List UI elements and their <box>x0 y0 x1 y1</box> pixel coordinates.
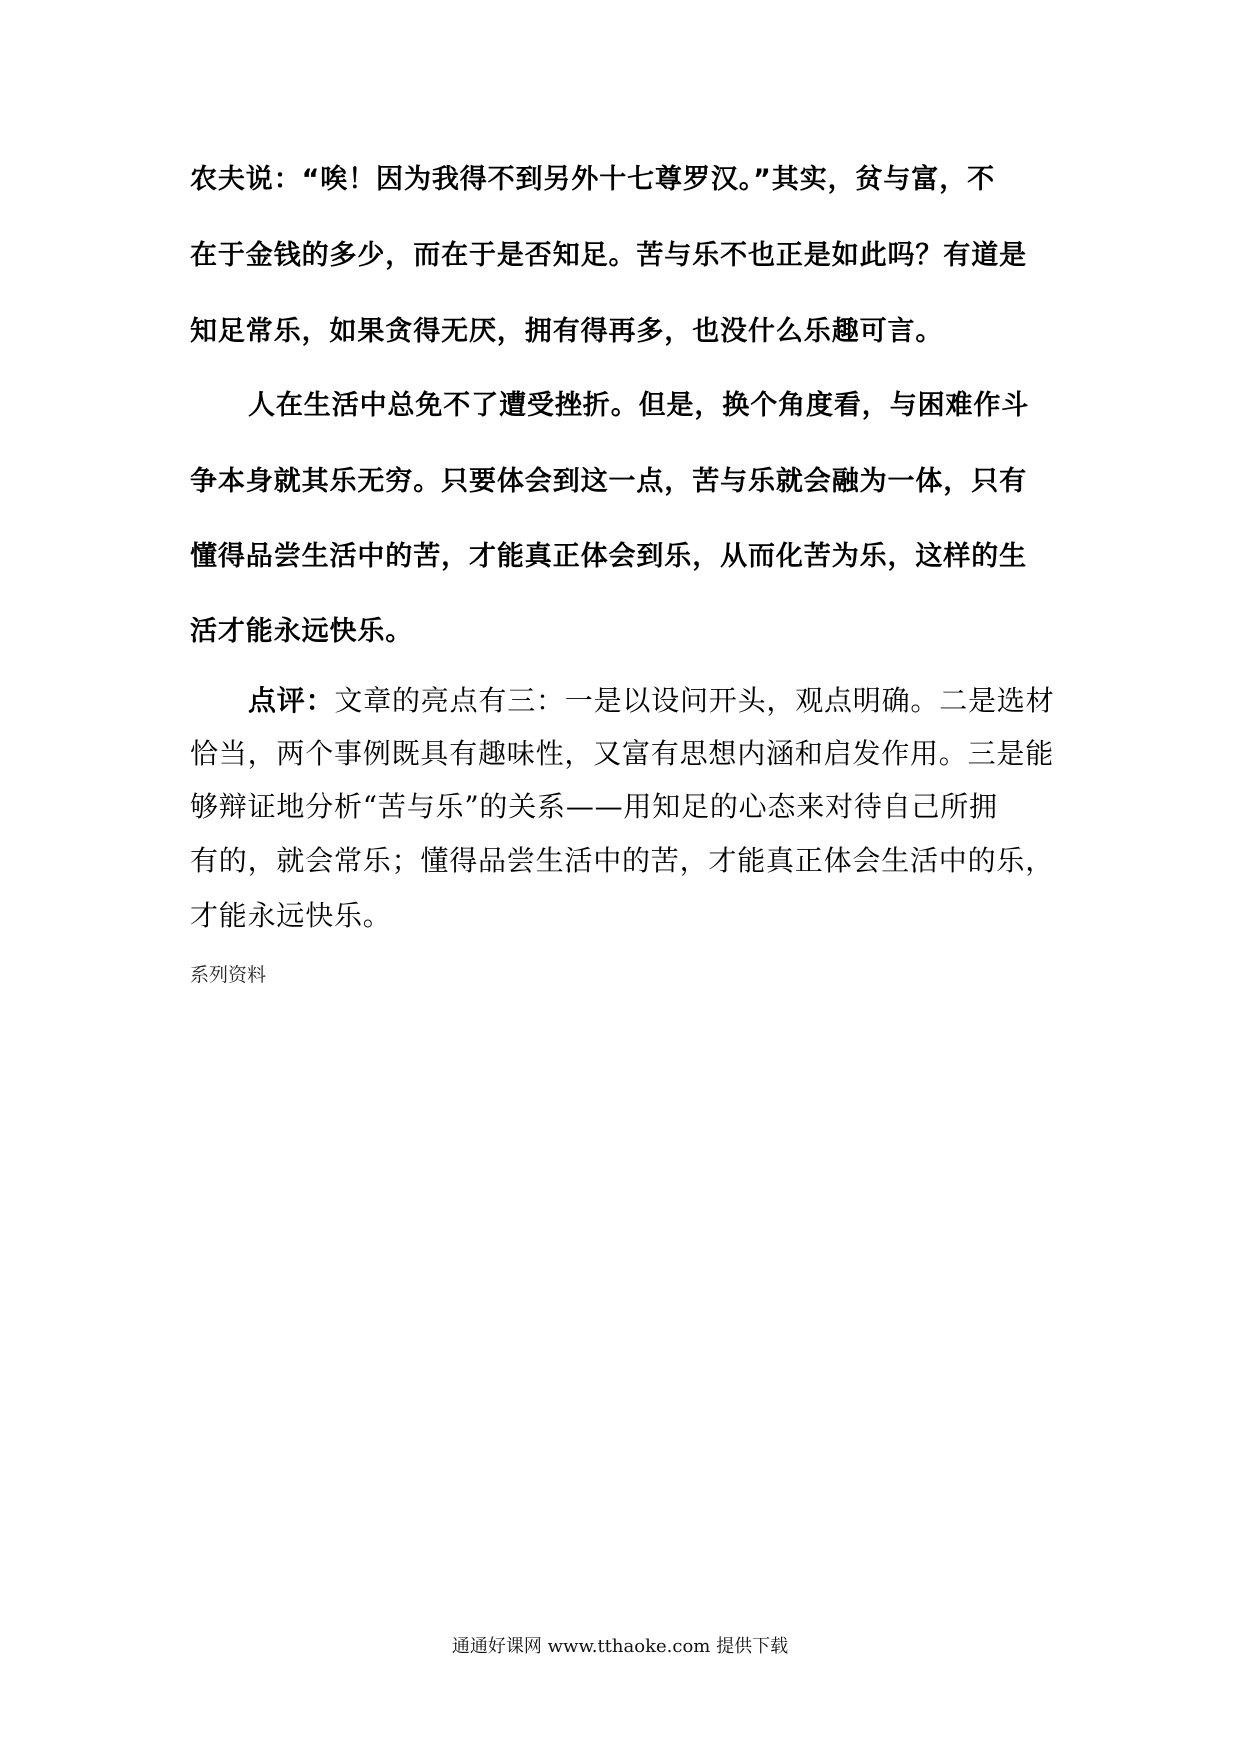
comment-line-1-text: 文章的亮点有三：一是以设问开头，观点明确。二是选材 <box>334 684 1055 717</box>
page-footer: 通通好课网 www.tthaoke.com 提供下载 <box>451 1636 789 1657</box>
essay-p1-line-3: 知足常乐，如果贪得无厌，拥有得再多，也没什么乐趣可言。 <box>190 316 944 347</box>
series-note: 系列资料 <box>190 964 267 986</box>
comment-label: 点评： <box>248 684 335 717</box>
comment-line-1 <box>248 684 1060 718</box>
essay-p1-line-2: 在于金钱的多少，而在于是否知足。苦与乐不也正是如此吗？有道是 <box>190 240 1027 271</box>
comment-line-4: 有的，就会常乐；懂得品尝生活中的苦，才能真正体会生活中的乐， <box>190 844 1055 877</box>
essay-p2-line-3: 懂得品尝生活中的苦，才能真正体会到乐，从而化苦为乐，这样的生 <box>190 541 1027 572</box>
comment-line-3: 够辩证地分析“苦与乐”的关系——用知足的心态来对待自己所拥 <box>190 790 998 823</box>
essay-p2-line-2: 争本身就其乐无穷。只要体会到这一点，苦与乐就会融为一体，只有 <box>190 466 1027 497</box>
essay-p2-line-4: 活才能永远快乐。 <box>190 616 414 647</box>
comment-line-2: 恰当，两个事例既具有趣味性，又富有思想内涵和启发作用。三是能 <box>190 737 1055 770</box>
comment-line-5: 才能永远快乐。 <box>190 899 392 932</box>
essay-p1-line-1: 农夫说：“唉！因为我得不到另外十七尊罗汉。”其实，贫与富，不 <box>190 164 995 195</box>
essay-p2-line-1: 人在生活中总免不了遭受挫折。但是，换个角度看，与困难作斗 <box>248 390 1030 421</box>
